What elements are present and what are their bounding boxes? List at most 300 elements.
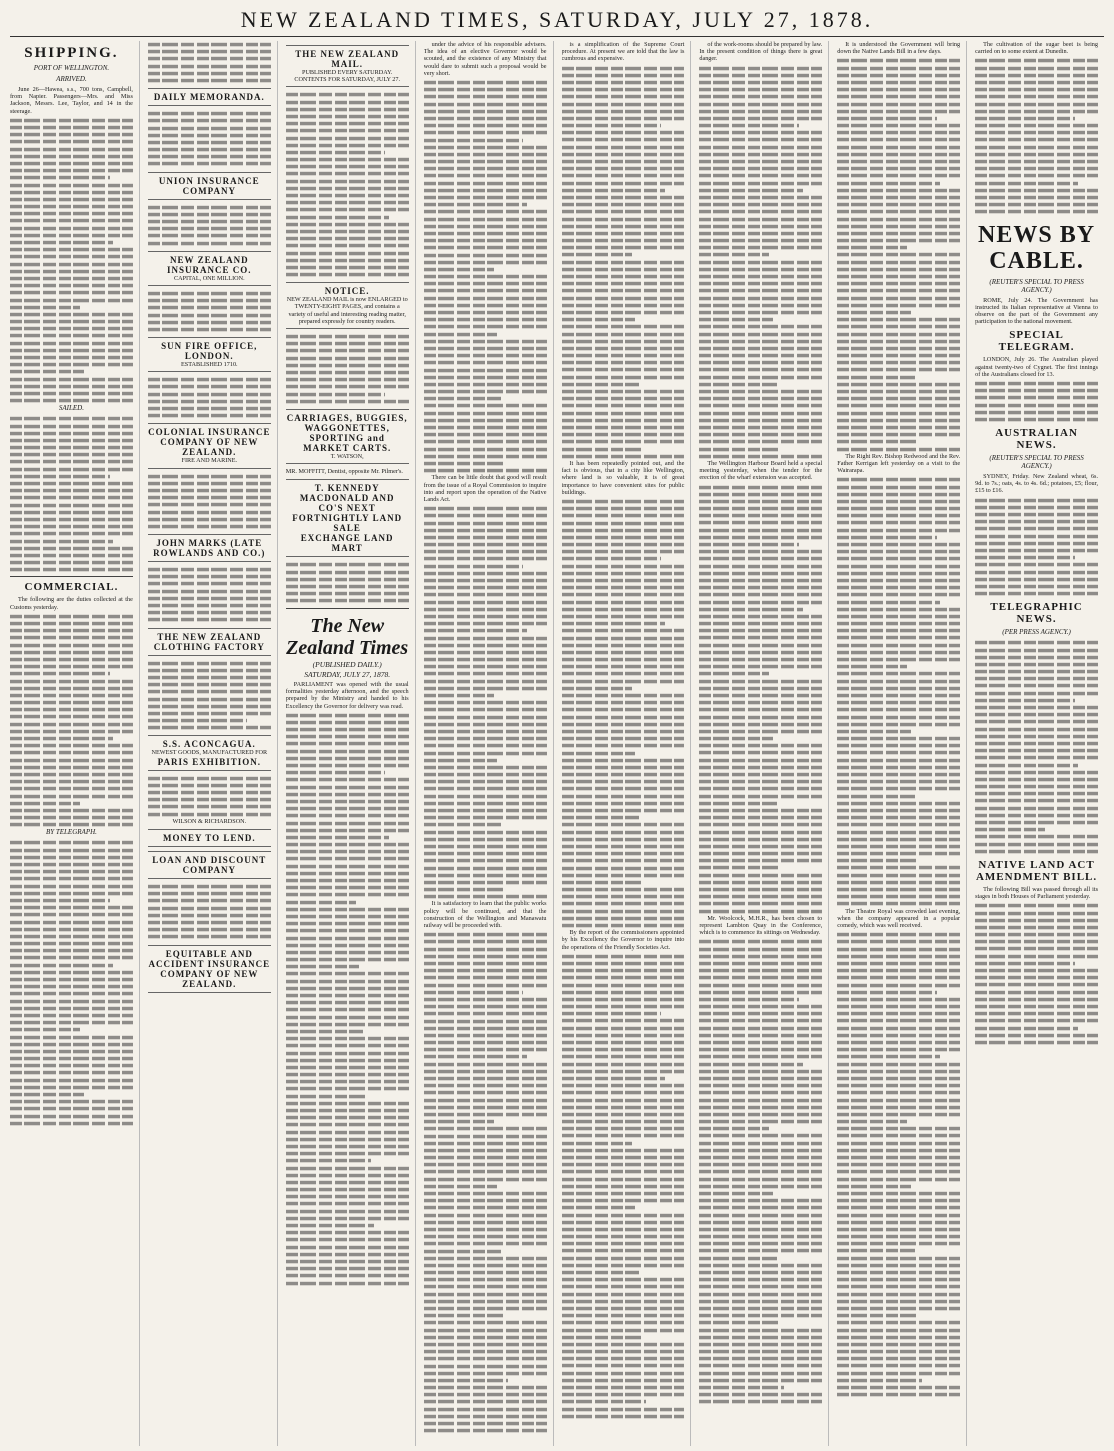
text-line [562, 88, 685, 92]
text-line [699, 225, 822, 229]
text-line [562, 564, 685, 568]
text-line [562, 426, 685, 430]
text-line [148, 935, 271, 939]
text-line [837, 962, 960, 966]
commercial-title: COMMERCIAL. [24, 581, 119, 594]
text-line [562, 909, 685, 913]
text-line [424, 1372, 547, 1376]
london-body [975, 380, 1098, 423]
text-line [424, 744, 547, 748]
text-line [837, 998, 960, 1002]
text-line [10, 140, 133, 144]
text-line [148, 611, 271, 615]
text-line [424, 469, 547, 473]
loan-ad [148, 851, 271, 879]
telegraphic-sub: (PER PRESS AGENCY.) [1002, 628, 1071, 637]
text-line [837, 1127, 960, 1131]
text-line [424, 766, 547, 770]
text-line [10, 133, 133, 137]
text-line [424, 1285, 547, 1289]
text-line [975, 806, 1098, 810]
text-line [424, 368, 547, 372]
text-line [148, 205, 271, 209]
text-line [148, 568, 271, 572]
text-line [699, 1019, 822, 1023]
text-line [837, 478, 960, 482]
text-line [562, 766, 685, 770]
text-line [699, 131, 822, 135]
text-line [562, 1321, 685, 1325]
text-line [837, 189, 960, 193]
text-line [286, 1037, 409, 1041]
text-line [699, 838, 822, 842]
text-line [562, 246, 685, 250]
text-line [286, 165, 409, 169]
mail-ad [286, 45, 409, 87]
text-line [699, 500, 822, 504]
text-line [699, 368, 822, 372]
text-line [562, 1012, 662, 1016]
text-line [837, 1220, 960, 1224]
text-line [10, 446, 133, 450]
australian-news-title: AUSTRALIAN NEWS. [995, 427, 1078, 452]
text-line [975, 520, 1098, 524]
text-line [286, 836, 389, 840]
text-line [699, 203, 822, 207]
text-line [699, 751, 822, 755]
text-line [699, 881, 822, 885]
text-line [424, 1213, 547, 1217]
text-line [699, 1371, 822, 1375]
text-line [424, 1343, 547, 1347]
text-line [148, 669, 271, 673]
text-line [10, 1064, 133, 1068]
text-line [975, 821, 1098, 825]
text-line [424, 1156, 547, 1160]
text-line [837, 859, 918, 863]
text-line [286, 965, 360, 969]
text-line [562, 311, 685, 315]
text-line [10, 226, 133, 230]
text-line [148, 292, 271, 296]
text-line [10, 999, 133, 1003]
text-line [562, 1407, 685, 1411]
text-line [837, 1235, 960, 1239]
text-line [424, 124, 547, 128]
text-line [424, 1422, 547, 1426]
text-line [424, 940, 547, 944]
clothing-title: THE NEW ZEALAND CLOTHING FACTORY [153, 631, 265, 652]
text-line [10, 284, 133, 288]
text-line [286, 778, 409, 782]
text-line [699, 643, 822, 647]
telegraphic-body [975, 639, 1098, 855]
text-line [424, 426, 547, 430]
text-line [699, 1041, 822, 1045]
text-line [975, 670, 1098, 674]
text-line [148, 525, 271, 529]
text-line [286, 144, 409, 148]
text-line [286, 742, 409, 746]
text-line [837, 1321, 960, 1325]
text-line [424, 1170, 547, 1174]
text-line [286, 1051, 409, 1055]
text-line [424, 1177, 547, 1181]
text-line [699, 1106, 822, 1110]
text-line [424, 1321, 547, 1325]
text-line [699, 1400, 822, 1404]
text-line [699, 557, 822, 561]
text-line [562, 730, 685, 734]
text-line [562, 888, 685, 892]
text-line [10, 1078, 133, 1082]
text-line [424, 81, 547, 85]
text-line [148, 618, 271, 622]
text-line [699, 528, 822, 532]
text-line [286, 1059, 409, 1063]
text-line [699, 1177, 822, 1181]
text-line [837, 138, 960, 142]
text-line [10, 722, 133, 726]
text-line [424, 679, 547, 683]
text-line [286, 1152, 409, 1156]
text-line [975, 1041, 1098, 1045]
text-line [148, 510, 271, 514]
text-line [424, 636, 547, 640]
text-line [837, 1091, 960, 1095]
text-line [837, 1386, 960, 1390]
text-line [975, 904, 1098, 908]
text-line [424, 529, 547, 533]
editorial-body [286, 712, 409, 1287]
text-line [837, 1228, 960, 1232]
editorial-lead: PARLIAMENT was opened with the usual formalities yesterday afternoon, and the speech prepared by the Ministry and handed to his Excellency the Governor for delivery was read. [285, 680, 409, 710]
text-line [699, 447, 780, 451]
memoranda-title: DAILY MEMORANDA. [153, 92, 265, 103]
text-line [424, 888, 505, 892]
text-line [837, 131, 960, 135]
text-line [699, 622, 822, 626]
text-line [699, 160, 822, 164]
text-line [10, 1086, 133, 1090]
text-line [424, 1091, 547, 1095]
text-line [699, 830, 822, 834]
text-line [10, 399, 133, 403]
text-line [699, 325, 822, 329]
text-line [10, 212, 133, 216]
text-line [699, 1328, 822, 1332]
text-line [562, 830, 685, 834]
text-line [10, 417, 133, 421]
text-line [424, 447, 547, 451]
col7-body-c [837, 931, 960, 1398]
text-line [424, 658, 547, 662]
text-line [699, 955, 822, 959]
text-line [837, 658, 960, 662]
text-line [699, 1249, 822, 1253]
text-line [286, 994, 409, 998]
text-line [286, 728, 409, 732]
text-line [699, 1005, 822, 1009]
text-line [562, 375, 685, 379]
text-line [10, 277, 133, 281]
text-line [699, 493, 822, 497]
text-line [424, 332, 498, 336]
text-line [148, 719, 248, 723]
text-line [837, 102, 960, 106]
text-line [837, 600, 940, 604]
notice-more [286, 333, 409, 405]
text-line [699, 1292, 822, 1296]
text-line [699, 167, 822, 171]
text-line [975, 542, 1098, 546]
text-line [562, 419, 685, 423]
text-line [562, 629, 685, 633]
text-line [699, 873, 822, 877]
text-line [10, 978, 133, 982]
text-line [975, 998, 1098, 1002]
text-line [424, 153, 547, 157]
text-line [837, 289, 960, 293]
fire-marine-text: FIRE AND MARINE. [181, 457, 238, 465]
text-line [562, 852, 685, 856]
text-line [699, 1321, 780, 1325]
text-line [837, 507, 960, 511]
text-line [424, 816, 547, 820]
text-line [699, 852, 822, 856]
text-line [10, 708, 133, 712]
text-line [562, 701, 685, 705]
text-line [286, 342, 409, 346]
text-line [424, 1005, 547, 1009]
text-line [424, 1249, 501, 1253]
text-line [424, 787, 547, 791]
text-line [699, 232, 822, 236]
text-line [837, 1199, 960, 1203]
text-line [562, 679, 685, 683]
text-line [424, 404, 547, 408]
col5-body-a [562, 65, 685, 460]
text-line [699, 1235, 822, 1239]
text-line [699, 737, 773, 741]
text-line [975, 88, 1098, 92]
text-line [424, 852, 547, 856]
text-line [562, 1242, 685, 1246]
text-line [562, 253, 632, 257]
text-line [148, 791, 271, 795]
text-line [837, 1034, 960, 1038]
text-line [424, 536, 547, 540]
text-line [10, 629, 133, 633]
text-line [10, 992, 133, 996]
text-line [562, 1077, 665, 1081]
text-line [562, 1228, 685, 1232]
text-line [10, 511, 133, 515]
text-line [975, 81, 1098, 85]
text-line [975, 160, 1098, 164]
text-line [10, 809, 133, 813]
text-line [562, 95, 685, 99]
text-line [975, 763, 1078, 767]
text-line [699, 895, 822, 899]
text-line [10, 270, 133, 274]
text-line [837, 1393, 960, 1397]
text-line [562, 318, 636, 322]
text-line [424, 1206, 547, 1210]
text-line [562, 282, 685, 286]
text-line [10, 971, 133, 975]
text-line [424, 991, 524, 995]
text-line [562, 780, 685, 784]
text-line [424, 1221, 547, 1225]
text-line [699, 976, 822, 980]
text-line [424, 1185, 498, 1189]
reuter-note: (REUTER'S SPECIAL TO PRESS AGENCY.) [989, 277, 1084, 294]
text-line [424, 347, 547, 351]
sailed-heading: SAILED. [58, 404, 84, 413]
text-line [286, 979, 409, 983]
text-line [10, 863, 133, 867]
text-line [286, 400, 409, 404]
text-line [699, 845, 822, 849]
col6-text-c: Mr. Woolcock, M.H.R., has been chosen to represent Lambton Quay in the Conference, which is to commence its sittings on Wednesday. [699, 914, 823, 937]
text-line [286, 223, 409, 227]
text-line [699, 672, 769, 676]
text-line [562, 1393, 685, 1397]
text-line [286, 1073, 409, 1077]
text-line [699, 550, 822, 554]
text-line [286, 1094, 367, 1098]
text-line [424, 411, 547, 415]
sydney-body [975, 497, 1098, 598]
text-line [424, 737, 547, 741]
text-line [286, 1015, 409, 1019]
text-line [10, 963, 113, 967]
text-line [699, 1379, 822, 1383]
text-line [975, 962, 1075, 966]
capital-text: CAPITAL, ONE MILLION. [173, 274, 245, 282]
text-line [837, 1120, 907, 1124]
text-line [837, 947, 960, 951]
text-line [10, 532, 133, 536]
text-line [10, 568, 133, 572]
text-line [10, 942, 133, 946]
text-line [837, 232, 960, 236]
text-line [837, 737, 960, 741]
text-line [286, 735, 409, 739]
text-line [562, 1034, 685, 1038]
text-line [424, 615, 547, 619]
text-line [975, 756, 1098, 760]
text-line [10, 1057, 133, 1061]
text-line [837, 730, 911, 734]
text-line [699, 340, 822, 344]
text-line [148, 805, 271, 809]
text-line [562, 1379, 685, 1383]
dateline: SATURDAY, JULY 27, 1878. [304, 669, 391, 679]
text-line [699, 564, 822, 568]
text-line [424, 608, 547, 612]
text-line [562, 866, 685, 870]
text-line [837, 1314, 918, 1318]
text-line [837, 1055, 940, 1059]
text-line [699, 859, 822, 863]
text-line [10, 1100, 133, 1104]
text-line [837, 873, 960, 877]
text-line [837, 744, 960, 748]
text-line [286, 371, 409, 375]
text-line [837, 852, 960, 856]
text-line [562, 1271, 639, 1275]
text-line [286, 1281, 409, 1285]
text-line [424, 838, 547, 842]
text-line [562, 636, 685, 640]
text-line [837, 318, 960, 322]
text-line [424, 289, 547, 293]
text-line [699, 629, 822, 633]
col5-text-b: It has been repeatedly pointed out, and the fact is obvious, that in a city like Wellington, where land is so valuable, it is of great importance to have convenient sites for public buildings. [561, 459, 685, 496]
text-line [699, 514, 822, 518]
text-line [562, 1364, 685, 1368]
text-line [699, 758, 822, 762]
text-line [699, 947, 822, 951]
text-line [286, 771, 386, 775]
text-line [424, 759, 498, 763]
text-line [975, 403, 1098, 407]
text-line [837, 500, 960, 504]
text-line [286, 936, 409, 940]
text-line [424, 830, 547, 834]
text-line [10, 622, 133, 626]
text-line [562, 1134, 685, 1138]
col4-text-b: There can be little doubt that good will result from the issue of a Royal Commission to inquire into and report upon the operation of the Native Lands Act. [423, 474, 547, 503]
text-line [148, 400, 271, 404]
text-line [424, 1077, 547, 1081]
text-line [699, 1084, 822, 1088]
text-line [10, 651, 133, 655]
text-line [424, 1364, 547, 1368]
text-line [837, 332, 960, 336]
text-line [10, 313, 133, 317]
text-line [699, 102, 822, 106]
text-line [975, 814, 1098, 818]
text-line [10, 794, 133, 798]
text-line [286, 821, 409, 825]
text-line [424, 296, 547, 300]
text-line [562, 1156, 685, 1160]
text-line [10, 1071, 133, 1075]
text-line [10, 1021, 133, 1025]
text-line [562, 102, 685, 106]
text-line [562, 708, 685, 712]
text-line [424, 117, 547, 121]
text-line [10, 687, 133, 691]
text-line [424, 1264, 547, 1268]
text-line [837, 643, 960, 647]
text-line [562, 976, 685, 980]
text-line [286, 807, 409, 811]
text-line [699, 1170, 822, 1174]
text-line [562, 1127, 685, 1131]
text-line [562, 296, 685, 300]
text-line [10, 198, 133, 202]
text-line [975, 1012, 1098, 1016]
text-line [699, 1091, 822, 1095]
text-line [699, 426, 822, 430]
nz-insurance-body [148, 290, 271, 333]
sun-fire-body [148, 376, 271, 419]
text-line [10, 255, 133, 259]
